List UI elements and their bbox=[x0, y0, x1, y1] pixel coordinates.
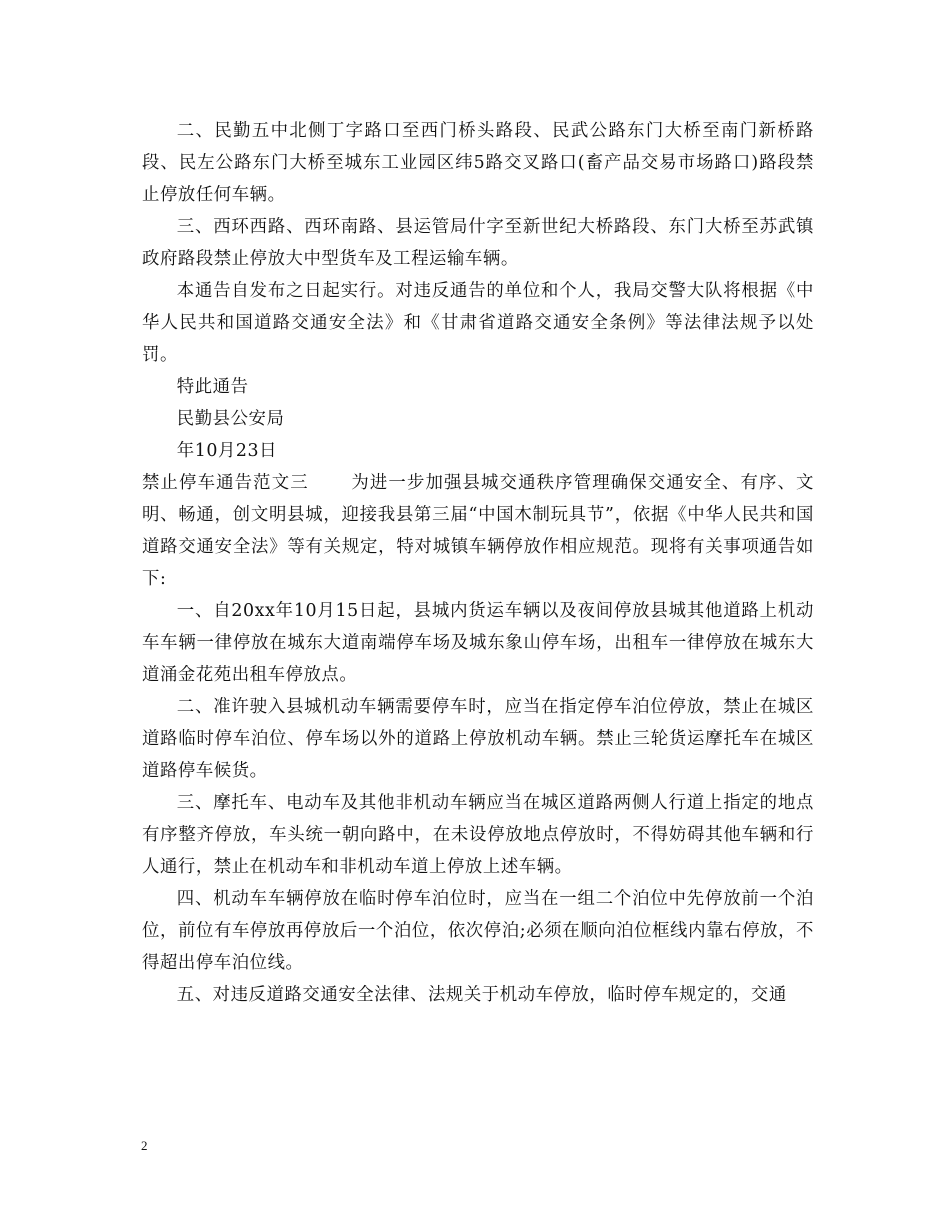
issue-date: 年10月23日 bbox=[176, 441, 278, 461]
paragraph: 本通告自发布之日起实行。对违反通告的单位和个人，我局交警大队将根据《中华人民共和国道路交通安全法》和《甘肃省道路交通安全条例》等法律法规予以处罚。 bbox=[142, 281, 814, 365]
paragraph: 五、对违反道路交通安全法律、法规关于机动车停放，临时停车规定的，交通 bbox=[176, 985, 787, 1005]
issuer-name: 民勤县公安局 bbox=[176, 409, 285, 429]
paragraph: 三、西环西路、西环南路、县运管局什字至新世纪大桥路段、东门大桥至苏武镇政府路段禁止停放大中型货车及工程运输车辆。 bbox=[142, 217, 814, 269]
paragraph: 一、自20xx年10月15日起，县城内货运车辆以及夜间停放县城其他道路上机动车车辆一律停放在城东大道南端停车场及城东象山停车场，出租车一律停放在城东大道涌金花苑出租车停放点。 bbox=[142, 601, 814, 685]
section-heading: 禁止停车通告范文三 bbox=[142, 473, 309, 493]
page-number: 2 bbox=[141, 1138, 148, 1153]
closing-line: 特此通告 bbox=[176, 377, 249, 397]
paragraph: 二、准许驶入县城机动车辆需要停车时，应当在指定停车泊位停放，禁止在城区道路临时停车泊位、停车场以外的道路上停放机动车辆。禁止三轮货运摩托车在城区道路停车候货。 bbox=[142, 697, 814, 781]
section-paragraph bbox=[142, 467, 814, 595]
paragraph: 二、民勤五中北侧丁字路口至西门桥头路段、民武公路东门大桥至南门新桥路段、民左公路东门大桥至城东工业园区纬5路交叉路口(畜产品交易市场路口)路段禁止停放任何车辆。 bbox=[142, 121, 814, 205]
document-body bbox=[142, 115, 814, 1011]
section-intro: 为进一步加强县城交通秩序管理确保交通安全、有序、文明、畅通，创文明县城，迎接我县第三届“中国木制玩具节”，依据《中华人民共和国道路交通安全法》等有关规定，特对城镇车辆停放作相应规范。现将有关事项通告如下: bbox=[142, 473, 814, 589]
paragraph: 四、机动车车辆停放在临时停车泊位时，应当在一组二个泊位中先停放前一个泊位，前位有车停放再停放后一个泊位，依次停泊;必须在顺向泊位框线内靠右停放，不得超出停车泊位线。 bbox=[142, 889, 814, 973]
paragraph: 三、摩托车、电动车及其他非机动车辆应当在城区道路两侧人行道上指定的地点有序整齐停放，车头统一朝向路中，在未设停放地点停放时，不得妨碍其他车辆和行人通行，禁止在机动车和非机动车道上停放上述车辆。 bbox=[142, 793, 814, 877]
